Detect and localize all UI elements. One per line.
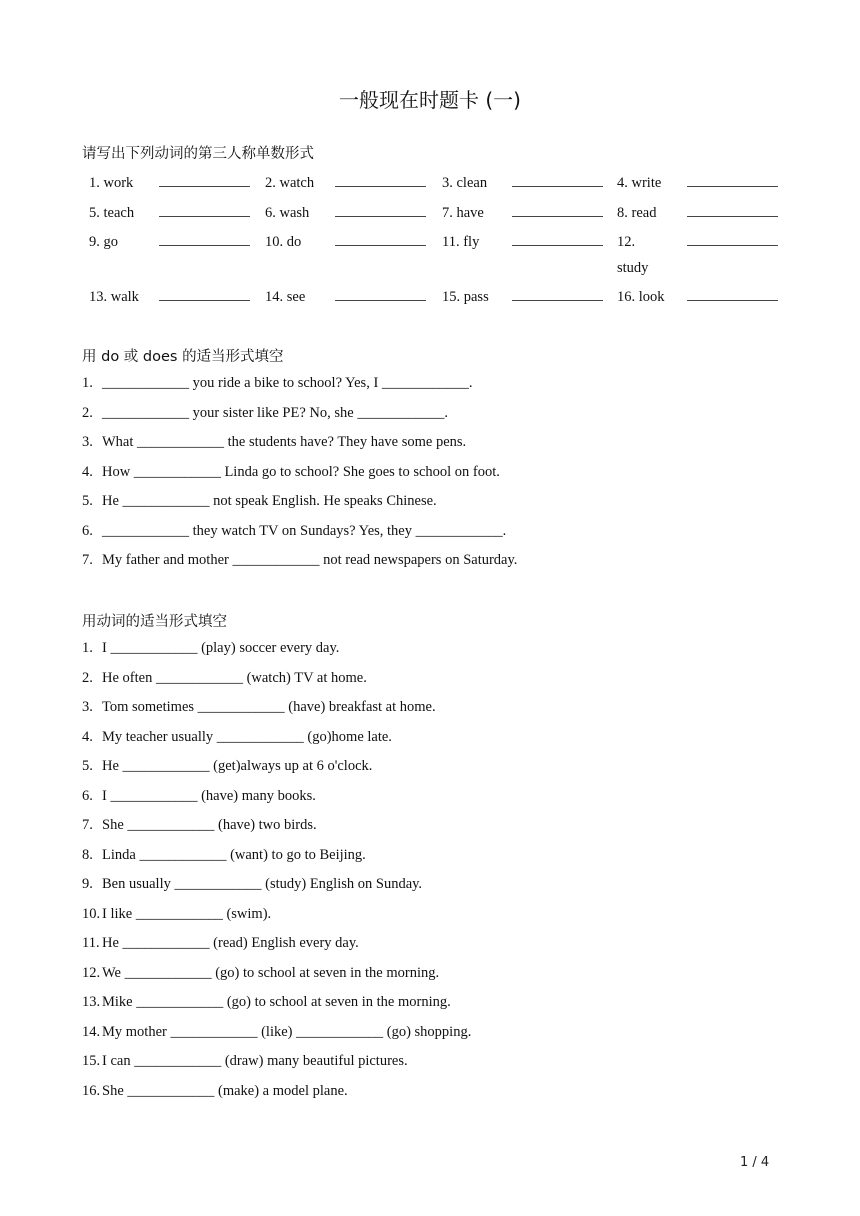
verb-word: 13. walk xyxy=(89,289,139,305)
answer-blank[interactable] xyxy=(687,300,778,301)
exercise-item xyxy=(82,668,471,698)
exercise-text: What ____________ the students have? They have some pens. xyxy=(102,434,467,450)
page-indicator: 1 / 4 xyxy=(740,1155,770,1170)
exercise-text: He often ____________ (watch) TV at home. xyxy=(102,669,367,686)
exercise-text: I ____________ (have) many books. xyxy=(102,787,316,804)
exercise-number: 7. xyxy=(82,552,93,568)
verb-word: 5. teach xyxy=(89,204,135,221)
answer-blank[interactable] xyxy=(335,245,426,246)
answer-blank[interactable] xyxy=(159,186,250,187)
exercise-item xyxy=(82,462,517,492)
exercise-text: Mike ____________ (go) to school at seven in the morning. xyxy=(102,994,451,1010)
exercise-number: 5. xyxy=(82,493,93,509)
exercise-number: 3. xyxy=(82,434,93,450)
answer-blank[interactable] xyxy=(512,300,603,301)
exercise-text: Ben usually ____________ (study) English on Sunday. xyxy=(102,876,423,892)
exercise-item xyxy=(82,786,471,816)
verb-row xyxy=(89,229,789,284)
exercise-number: 16. xyxy=(82,1082,101,1099)
exercise-text: Tom sometimes ____________ (have) breakfast at home. xyxy=(102,699,436,715)
verb-word: 9. go xyxy=(89,234,118,250)
verb-word: 2. watch xyxy=(265,175,315,191)
exercise-text: He ____________ not speak English. He speaks Chinese. xyxy=(102,493,437,509)
answer-blank[interactable] xyxy=(335,186,426,187)
exercise-item xyxy=(82,521,517,551)
answer-blank[interactable] xyxy=(335,216,426,217)
exercise-text: ____________ your sister like PE? No, she ____________. xyxy=(102,404,448,421)
exercise-number: 7. xyxy=(82,817,93,833)
exercise-text: ____________ you ride a bike to school? Yes, I ____________. xyxy=(102,375,473,391)
exercise-text: Linda ____________ (want) to go to Beijing. xyxy=(102,846,366,863)
answer-blank[interactable] xyxy=(687,186,778,187)
answer-blank[interactable] xyxy=(687,216,778,217)
exercise-item xyxy=(82,638,471,668)
exercise-text: My mother ____________ (like) ____________ (go) shopping. xyxy=(102,1023,472,1040)
exercise-text: I like ____________ (swim). xyxy=(102,905,272,922)
verb-word: 10. do xyxy=(265,234,302,250)
verb-row xyxy=(89,200,789,230)
answer-blank[interactable] xyxy=(687,245,778,246)
exercise-item xyxy=(82,491,517,521)
exercise-number: 15. xyxy=(82,1053,101,1069)
exercise-text: My father and mother ____________ not read newspapers on Saturday. xyxy=(102,552,518,568)
verb-word: 6. wash xyxy=(265,204,310,221)
verb-grid xyxy=(89,170,789,314)
exercise-item xyxy=(82,1081,471,1111)
exercise-item xyxy=(82,1051,471,1081)
exercise-number: 5. xyxy=(82,758,93,774)
exercise-item xyxy=(82,1022,471,1052)
exercise-item xyxy=(82,845,471,875)
verb-word: 1. work xyxy=(89,175,134,191)
answer-blank[interactable] xyxy=(512,216,603,217)
verb-word: 11. fly xyxy=(442,234,480,250)
answer-blank[interactable] xyxy=(512,245,603,246)
exercise-text: He ____________ (read) English every day. xyxy=(102,935,359,951)
exercise-text: I ____________ (play) soccer every day. xyxy=(102,640,340,656)
section1-heading: 请写出下列动词的第三人称单数形式 xyxy=(82,146,314,162)
section3-heading: 用动词的适当形式填空 xyxy=(82,614,227,630)
exercise-item xyxy=(82,963,471,993)
verb-word: 4. write xyxy=(617,175,662,191)
exercise-number: 1. xyxy=(82,640,93,656)
verb-word: 8. read xyxy=(617,204,657,221)
exercise-number: 4. xyxy=(82,728,93,745)
verb-word: 3. clean xyxy=(442,175,488,191)
exercise-number: 2. xyxy=(82,669,93,686)
verb-row xyxy=(89,284,789,314)
exercise-item xyxy=(82,815,471,845)
exercise-item xyxy=(82,550,517,580)
exercise-text: She ____________ (have) two birds. xyxy=(102,817,317,833)
answer-blank[interactable] xyxy=(512,186,603,187)
answer-blank[interactable] xyxy=(159,300,250,301)
verb-word: 15. pass xyxy=(442,289,489,305)
exercise-item xyxy=(82,756,471,786)
exercise-number: 13. xyxy=(82,994,101,1010)
exercise-text: How ____________ Linda go to school? She goes to school on foot. xyxy=(102,463,500,480)
verb-row xyxy=(89,170,789,200)
exercise-number: 2. xyxy=(82,404,93,421)
exercise-item xyxy=(82,432,517,462)
exercise-text: We ____________ (go) to school at seven in the morning. xyxy=(102,964,440,981)
verb-word: 7. have xyxy=(442,204,484,221)
answer-blank[interactable] xyxy=(159,245,250,246)
do-does-exercise-list xyxy=(82,373,517,580)
exercise-text: My teacher usually ____________ (go)home late. xyxy=(102,728,392,745)
exercise-item xyxy=(82,992,471,1022)
page-title: 一般现在时题卡 (一) xyxy=(339,88,521,112)
section2-heading: 用 do 或 does 的适当形式填空 xyxy=(82,349,284,365)
exercise-number: 11. xyxy=(82,935,100,951)
verb-word: 16. look xyxy=(617,289,665,305)
exercise-text: He ____________ (get)always up at 6 o'clock. xyxy=(102,758,373,774)
exercise-item xyxy=(82,403,517,433)
exercise-number: 12. xyxy=(82,964,101,981)
answer-blank[interactable] xyxy=(335,300,426,301)
answer-blank[interactable] xyxy=(159,216,250,217)
verb-word: 14. see xyxy=(265,289,306,305)
exercise-item xyxy=(82,727,471,757)
exercise-item xyxy=(82,697,471,727)
exercise-number: 6. xyxy=(82,522,93,539)
verb-word: 12. study xyxy=(617,234,649,276)
exercise-number: 4. xyxy=(82,463,93,480)
exercise-text: I can ____________ (draw) many beautiful pictures. xyxy=(102,1053,408,1069)
exercise-number: 9. xyxy=(82,876,93,892)
exercise-number: 3. xyxy=(82,699,93,715)
exercise-text: ____________ they watch TV on Sundays? Yes, they ____________. xyxy=(102,522,507,539)
exercise-text: She ____________ (make) a model plane. xyxy=(102,1082,348,1099)
exercise-number: 10. xyxy=(82,905,101,922)
exercise-item xyxy=(82,904,471,934)
exercise-number: 1. xyxy=(82,375,93,391)
exercise-number: 8. xyxy=(82,846,93,863)
exercise-item xyxy=(82,874,471,904)
verb-form-exercise-list xyxy=(82,638,471,1110)
exercise-number: 14. xyxy=(82,1023,101,1040)
exercise-item xyxy=(82,933,471,963)
exercise-number: 6. xyxy=(82,787,93,804)
exercise-item xyxy=(82,373,517,403)
